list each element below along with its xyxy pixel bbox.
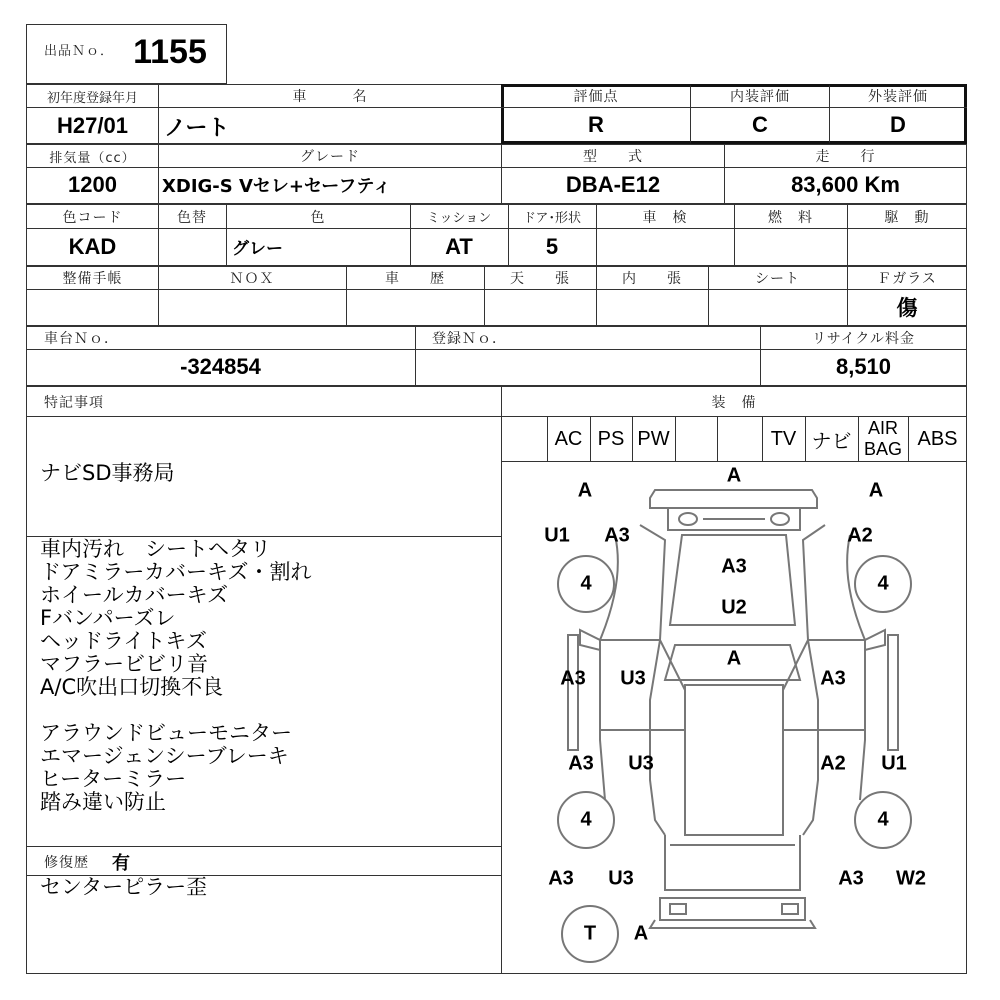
reg-value: H27/01: [57, 113, 128, 138]
reg-label: 初年度登録年月: [46, 90, 138, 106]
dmg-a3-lf-door: A3: [560, 667, 586, 690]
chassis-label: 車台Ｎｏ．: [44, 331, 119, 347]
dmg-a3-rf-door: A3: [820, 667, 846, 690]
equip-ac: AC: [554, 427, 583, 450]
repair-note: センターピラー歪: [40, 875, 208, 899]
dmg-u1-fl: U1: [544, 524, 570, 547]
r5-col1: [415, 326, 416, 386]
score-label: 評価点: [573, 89, 619, 105]
fglass-label: Ｆガラス: [877, 271, 937, 287]
equip-airbag-top: AIR: [867, 417, 898, 438]
model-value: DBA-E12: [565, 172, 661, 197]
mission-label: ミッション: [426, 211, 492, 226]
interior-value: C: [752, 112, 768, 137]
chassis-value: -324854: [180, 354, 261, 379]
recycle-value: 8,510: [835, 354, 892, 379]
dmg-front-left: A: [577, 479, 593, 502]
regno-label: 登録Ｎｏ．: [432, 331, 507, 347]
dmg-a3-fl: A3: [604, 524, 630, 547]
maint-label: 整備手帳: [62, 271, 123, 287]
history-label: 車 歴: [385, 271, 445, 287]
dmg-a3-rear-r: A3: [838, 867, 864, 890]
door-label: ドア･形状: [522, 211, 582, 226]
mileage-value: 83,600 Km: [791, 172, 900, 197]
dmg-roof: A: [726, 647, 742, 670]
tire-rr-value: 4: [877, 808, 889, 831]
name-label: 車 名: [292, 89, 368, 105]
lot-label: 出品Ｎｏ．: [43, 43, 114, 59]
dmg-u3-lr-door: U3: [628, 752, 654, 775]
dmg-windshield: A3: [721, 555, 747, 578]
equip-pw: PW: [637, 427, 670, 450]
tire-fl-value: 4: [580, 572, 592, 595]
drive-label: 駆 動: [884, 209, 930, 226]
grade-value: XDIG-S Vセレ+セーフティ: [162, 176, 391, 197]
equip-tv: TV: [770, 427, 797, 450]
cc-value: 1200: [68, 172, 117, 197]
special-label: 特記事項: [44, 395, 104, 411]
interior-lining-label: 内 張: [622, 271, 682, 287]
tire-rl-value: 4: [580, 808, 592, 831]
dmg-front: A: [726, 464, 742, 487]
lot-number: 1155: [133, 32, 207, 71]
repair-value: 有: [112, 853, 130, 874]
nox-label: ＮＯＸ: [229, 271, 275, 287]
roof-label: 天 張: [510, 271, 570, 287]
name-value: ノート: [164, 114, 230, 140]
exterior-value: D: [890, 112, 906, 137]
dmg-u3-lf-door: U3: [620, 667, 646, 690]
special-header-line: [26, 416, 502, 417]
dmg-u1-rr: U1: [881, 752, 907, 775]
colorcode-value: KAD: [68, 233, 117, 259]
r4-divider: [26, 289, 967, 290]
mileage-label: 走 行: [815, 149, 876, 165]
equip-abs: ABS: [917, 427, 958, 450]
score-value: R: [588, 112, 604, 137]
interior-label: 内装評価: [730, 89, 790, 105]
exterior-label: 外装評価: [868, 89, 928, 105]
dmg-u3-rear-l: U3: [608, 867, 634, 890]
eq-sep-3: [675, 416, 676, 462]
fglass-value: 傷: [896, 296, 918, 320]
fuel-label: 燃 料: [768, 209, 813, 226]
dmg-front-right: A: [868, 479, 884, 502]
repair-label: 修復歴: [44, 855, 89, 871]
colorcode-label: 色コード: [62, 209, 123, 226]
tire-spare-value: T: [583, 922, 597, 945]
door-value: 5: [545, 233, 559, 259]
model-label: 型 式: [583, 149, 643, 165]
special-notes: 車内汚れ シートヘタリ ドアミラーカバーキズ・割れ ホイールカバーキズ Fバンパーズレ ヘッドライトキズ マフラービビリ音 A/C吹出口切換不良 アラウンドビューモニター エマージェンシーブレーキ ヒーターミラー 踏み違い防止: [40, 537, 312, 814]
eq-sep-4: [717, 416, 718, 462]
recolor-label: 色替: [177, 209, 207, 226]
equip-navi: ナビ: [811, 430, 852, 453]
mission-value: AT: [445, 233, 473, 259]
repair-divider: [26, 846, 502, 847]
equip-airbag-bottom: BAG: [863, 438, 902, 459]
equipment-label: 装 備: [711, 395, 757, 411]
special-top-note: ナビSD事務局: [40, 461, 175, 485]
dmg-w2-rear-r: W2: [896, 867, 926, 890]
inspection-label: 車 検: [642, 209, 688, 226]
dmg-a2-fr: A2: [847, 524, 873, 547]
dmg-a3-rear-l: A3: [548, 867, 574, 890]
tire-fr-value: 4: [877, 572, 889, 595]
dmg-rear: A: [633, 922, 649, 945]
grade-label: グレード: [300, 149, 360, 165]
color-label: 色: [310, 209, 326, 226]
seat-label: シート: [755, 271, 800, 287]
recycle-label: リサイクル料金: [811, 331, 916, 347]
dmg-a2-rr-door: A2: [820, 752, 846, 775]
color-value: グレー: [232, 239, 283, 259]
equip-ps: PS: [597, 427, 625, 450]
cc-label: 排気量（cc）: [49, 150, 136, 166]
dmg-hood: U2: [721, 596, 747, 619]
dmg-a3-lr-door: A3: [568, 752, 594, 775]
